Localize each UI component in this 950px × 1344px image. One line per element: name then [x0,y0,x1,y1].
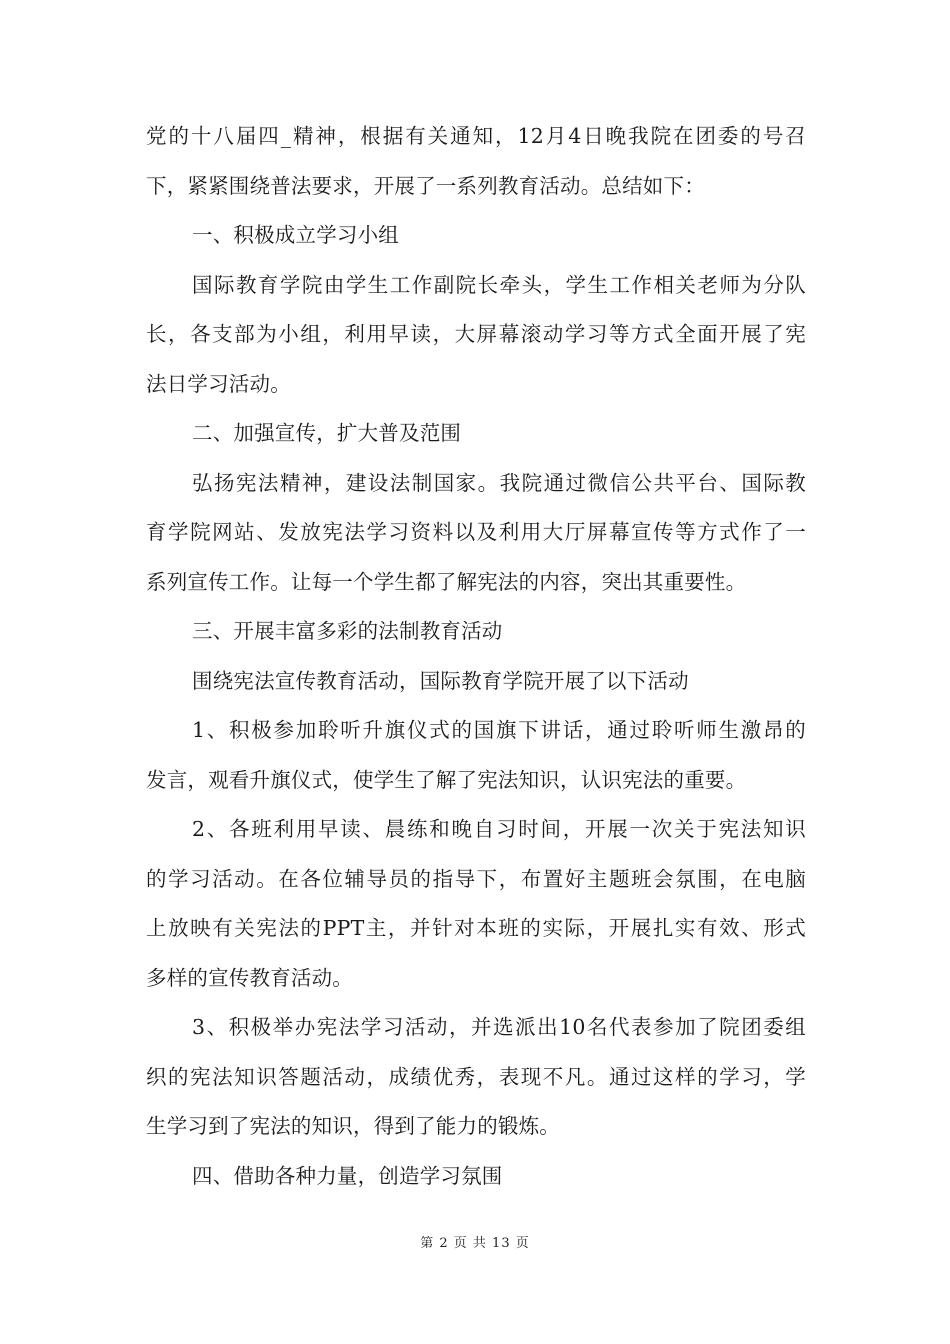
text-line: 多样的宣传教育活动。 [146,965,353,990]
text-line: 发言，观看升旗仪式，使学生了解了宪法知识，认识宪法的重要。 [146,767,747,792]
text-line: 弘扬宪法精神，建设法制国家。我院通过微信公共平台、国际教 [192,470,806,495]
text-line: 下，紧紧围绕普法要求，开展了一系列教育活动。总结如下： [146,173,705,198]
text-line: 1、积极参加聆听升旗仪式的国旗下讲话，通过聆听师生激昂的 [192,718,806,742]
text-line: 织的宪法知识答题活动，成绩优秀，表现不凡。通过这样的学习，学 [146,1064,806,1089]
text-line: 的学习活动。在各位辅导员的指导下，布置好主题班会氛围，在电脑 [146,866,806,891]
text-line: 三、开展丰富多彩的法制教育活动 [192,619,503,643]
text-line: 育学院网站、发放宪法学习资料以及利用大厅屏幕宣传等方式作了一 [146,520,806,544]
text-line: 二、加强宣传，扩大普及范围 [192,421,462,445]
text-line: 生学习到了宪法的知识，得到了能力的锻炼。 [146,1114,560,1138]
text-line: 2、各班利用早读、晨练和晚自习时间，开展一次关于宪法知识 [192,817,806,841]
page-number-footer: 第 2 页 共 13 页 [420,1236,530,1251]
text-line: 国际教育学院由学生工作副院长牵头，学生工作相关老师为分队 [192,272,806,297]
text-line: 系列宣传工作。让每一个学生都了解宪法的内容，突出其重要性。 [146,569,747,594]
document-body [146,112,806,1201]
text-line: 四、借助各种力量，创造学习氛围 [192,1163,503,1188]
text-line: 长，各支部为小组，利用早读，大屏幕滚动学习等方式全面开展了宪 [146,322,806,346]
text-line: 围绕宪法宣传教育活动，国际教育学院开展了以下活动 [192,668,689,693]
text-line: 一、积极成立学习小组 [192,223,399,247]
text-line: 法日学习活动。 [146,371,291,396]
text-line: 上放映有关宪法的PPT主，并针对本班的实际，开展扎实有效、形式 [146,916,806,940]
text-line: 3、积极举办宪法学习活动，并选派出10名代表参加了院团委组 [192,1015,806,1039]
text-line: 党的十八届四_精神，根据有关通知，12月4日晚我院在团委的号召 [146,124,806,148]
